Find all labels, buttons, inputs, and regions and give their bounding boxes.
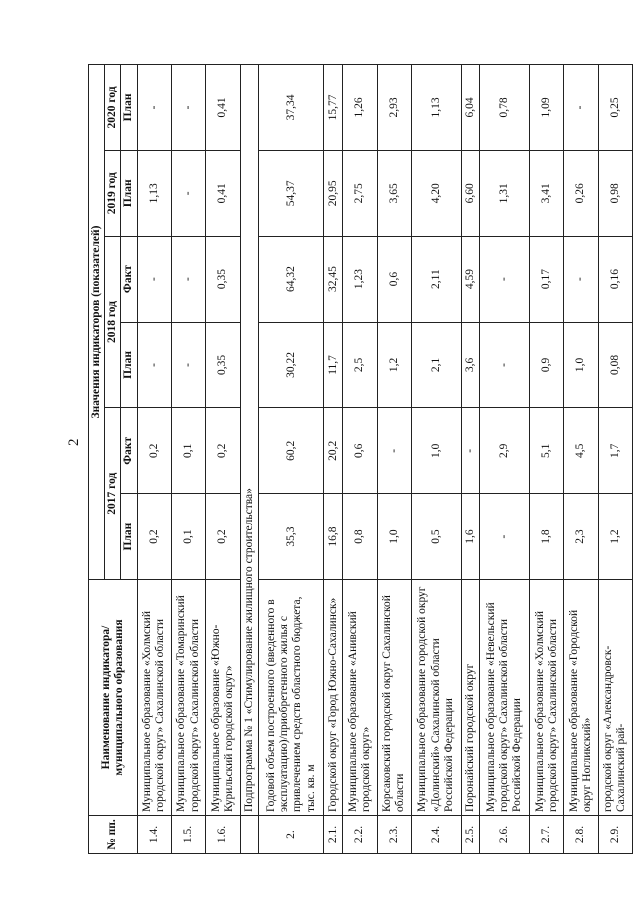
value-cell: 0,2	[206, 494, 240, 580]
header-year-2020: 2020 год	[105, 65, 121, 151]
row-number: 1.4.	[137, 816, 171, 854]
value-cell: 1,13	[137, 150, 171, 236]
table-row	[530, 65, 564, 854]
value-cell: 1,13	[411, 65, 461, 151]
value-cell: 2,1	[411, 322, 461, 408]
header-year-2019: 2019 год	[105, 150, 121, 236]
value-cell: -	[480, 322, 530, 408]
value-cell: 2,3	[564, 494, 598, 580]
value-cell: 1,23	[343, 236, 377, 322]
value-cell: -	[377, 408, 411, 494]
table-row	[171, 65, 205, 854]
value-cell: 4,59	[461, 236, 480, 322]
value-cell: 2,11	[411, 236, 461, 322]
section-title: Подпрограмма № 1 «Стимулирование жилищного строительства»	[240, 65, 259, 816]
table-row	[480, 65, 530, 854]
value-cell: 0,26	[564, 150, 598, 236]
value-cell: 5,1	[530, 408, 564, 494]
value-cell: 6,60	[461, 150, 480, 236]
table-row	[137, 65, 171, 854]
value-cell: 0,08	[598, 322, 632, 408]
value-cell: 0,2	[137, 494, 171, 580]
value-cell: -	[137, 236, 171, 322]
header-values: Значения индикаторов (показателей)	[89, 65, 105, 580]
row-number: 2.6.	[480, 816, 530, 854]
header-plan: План	[121, 150, 137, 236]
header-no: № пп.	[89, 816, 138, 854]
value-cell: 0,35	[206, 322, 240, 408]
row-name: Муниципальное образование городской округ «Долинский» Сахалинской области Российской Федерации	[411, 580, 461, 816]
row-name: Муниципальное образование «Южно-Курильский городской округ»	[206, 580, 240, 816]
section-row	[240, 65, 259, 854]
row-number: 2.	[259, 816, 324, 854]
value-cell: 0,1	[171, 408, 205, 494]
value-cell: -	[171, 322, 205, 408]
row-name: Годовой объем построенного (введенного в эксплуатацию)/приобретенного жилья с привлечением средств областного бюджета, тыс. кв. м	[259, 580, 324, 816]
value-cell: 0,1	[171, 494, 205, 580]
table-row	[564, 65, 598, 854]
table-row	[377, 65, 411, 854]
row-name: Корсаковский городской округ Сахалинской области	[377, 580, 411, 816]
value-cell: -	[480, 494, 530, 580]
page-number: 2	[66, 438, 82, 446]
value-cell: 0,35	[206, 236, 240, 322]
value-cell: 1,0	[411, 408, 461, 494]
header-year-2018: 2018 год	[105, 236, 121, 408]
value-cell: -	[564, 65, 598, 151]
row-number: 1.6.	[206, 816, 240, 854]
value-cell: 1,0	[564, 322, 598, 408]
value-cell: 0,6	[343, 408, 377, 494]
row-number: 2.8.	[564, 816, 598, 854]
value-cell: -	[137, 322, 171, 408]
row-number: 2.4.	[411, 816, 461, 854]
value-cell: 0,98	[598, 150, 632, 236]
indicator-table-rotated	[88, 64, 633, 854]
header-year-2017: 2017 год	[105, 408, 121, 580]
row-name: Муниципальное образование «Томаринский городской округ» Сахалинской области	[171, 580, 205, 816]
value-cell: 1,0	[377, 494, 411, 580]
table-row	[343, 65, 377, 854]
value-cell: 0,2	[137, 408, 171, 494]
row-name: Муниципальное образование «Городской округ Ногликский»	[564, 580, 598, 816]
row-name: Городской округ «Город Южно-Сахалинск»	[324, 580, 343, 816]
value-cell: 3,41	[530, 150, 564, 236]
value-cell: 32,45	[324, 236, 343, 322]
value-cell: 1,31	[480, 150, 530, 236]
value-cell: -	[137, 65, 171, 151]
table-row	[324, 65, 343, 854]
indicator-table	[88, 64, 633, 854]
value-cell: 35,3	[259, 494, 324, 580]
value-cell: 30,22	[259, 322, 324, 408]
row-number: 2.9.	[598, 816, 632, 854]
row-number: 2.5.	[461, 816, 480, 854]
row-number: 2.2.	[343, 816, 377, 854]
table-row	[411, 65, 461, 854]
value-cell: 0,17	[530, 236, 564, 322]
value-cell: 1,2	[377, 322, 411, 408]
value-cell: 3,65	[377, 150, 411, 236]
table-body	[137, 65, 632, 854]
value-cell: 20,95	[324, 150, 343, 236]
value-cell: 0,16	[598, 236, 632, 322]
value-cell: -	[171, 150, 205, 236]
value-cell: 0,5	[411, 494, 461, 580]
header-plan: План	[121, 494, 137, 580]
header-fact: Факт	[121, 408, 137, 494]
value-cell: 2,5	[343, 322, 377, 408]
value-cell: 0,25	[598, 65, 632, 151]
table-row	[206, 65, 240, 854]
value-cell: 60,2	[259, 408, 324, 494]
row-number: 1.5.	[171, 816, 205, 854]
row-name: Муниципальное образование «Невельский городской округ» Сахалинской области Российской Федерации	[480, 580, 530, 816]
row-number: 2.7.	[530, 816, 564, 854]
table-row	[598, 65, 632, 854]
value-cell: 11,7	[324, 322, 343, 408]
value-cell: 2,75	[343, 150, 377, 236]
row-name: Муниципальное образование «Анивский городской округ»	[343, 580, 377, 816]
value-cell: 2,93	[377, 65, 411, 151]
header-plan: План	[121, 65, 137, 151]
value-cell: 1,8	[530, 494, 564, 580]
table-row	[259, 65, 324, 854]
row-number: 2.3.	[377, 816, 411, 854]
value-cell: 3,6	[461, 322, 480, 408]
value-cell: 0,8	[343, 494, 377, 580]
header-name: Наименование индикатора/муниципального образования	[89, 580, 138, 816]
value-cell: 64,32	[259, 236, 324, 322]
value-cell: 1,6	[461, 494, 480, 580]
row-name: городской округ «Александровск-Сахалинский рай-	[598, 580, 632, 816]
value-cell: 0,41	[206, 65, 240, 151]
value-cell: 16,8	[324, 494, 343, 580]
row-name: Муниципальное образование «Холмский городской округ» Сахалинской области	[530, 580, 564, 816]
value-cell: 6,04	[461, 65, 480, 151]
value-cell: 2,9	[480, 408, 530, 494]
value-cell: 0,2	[206, 408, 240, 494]
value-cell: 1,7	[598, 408, 632, 494]
table-row	[461, 65, 480, 854]
value-cell: -	[461, 408, 480, 494]
value-cell: 1,26	[343, 65, 377, 151]
value-cell: 1,2	[598, 494, 632, 580]
value-cell: -	[171, 65, 205, 151]
value-cell: -	[480, 236, 530, 322]
header-plan: План	[121, 322, 137, 408]
value-cell: 0,78	[480, 65, 530, 151]
value-cell: 37,34	[259, 65, 324, 151]
header-fact: Факт	[121, 236, 137, 322]
value-cell: 0,41	[206, 150, 240, 236]
value-cell: 4,5	[564, 408, 598, 494]
row-number	[240, 816, 259, 854]
row-name: Муниципальное образование «Холмский городской округ» Сахалинской области	[137, 580, 171, 816]
value-cell: 15,77	[324, 65, 343, 151]
value-cell: 0,6	[377, 236, 411, 322]
row-name: Поронайский городской округ	[461, 580, 480, 816]
value-cell: 1,09	[530, 65, 564, 151]
value-cell: -	[564, 236, 598, 322]
value-cell: 20,2	[324, 408, 343, 494]
value-cell: 54,37	[259, 150, 324, 236]
row-number: 2.1.	[324, 816, 343, 854]
value-cell: -	[171, 236, 205, 322]
value-cell: 0,9	[530, 322, 564, 408]
value-cell: 4,20	[411, 150, 461, 236]
